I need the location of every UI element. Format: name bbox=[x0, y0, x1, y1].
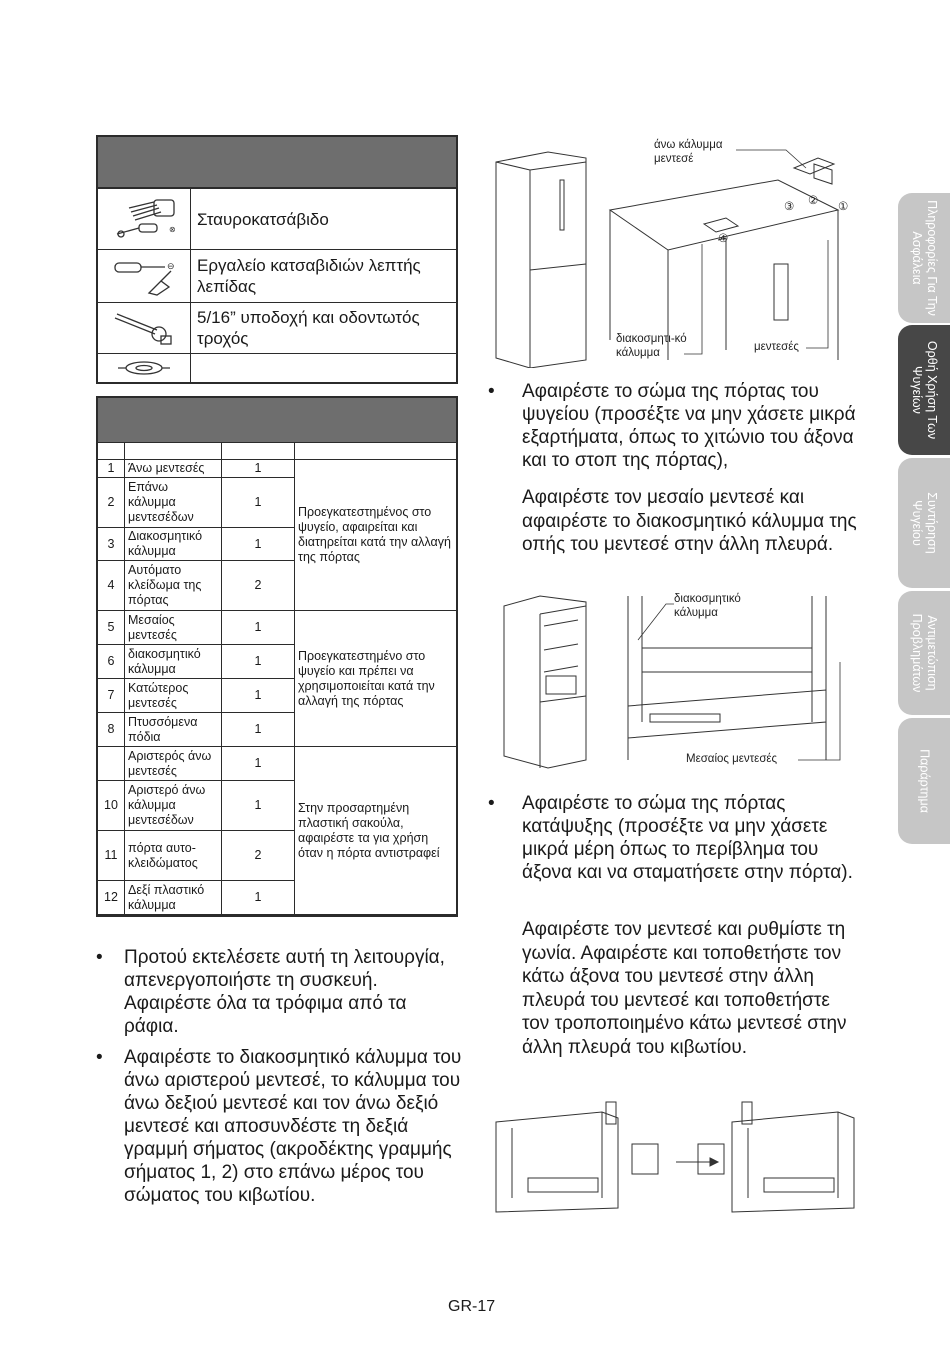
instruction-paragraph: Αφαιρέστε τον μεντεσέ και ρυθμίστε τη γωνία. Αφαιρέστε και τοποθετήστε τον κάτω άξονα του μεντεσέ στην άλλη πλευρά του μεντεσέ και τοποθετήστε τον τροποποιημένο κάτω μεντεσέ στην άλλη πλευρά του κιβωτίου. bbox=[522, 919, 847, 1058]
marker-4: ④ bbox=[718, 233, 729, 245]
bullet-mark: • bbox=[488, 793, 495, 814]
part-number: 2 bbox=[98, 478, 125, 528]
part-name: Μεσαίος μεντεσές bbox=[125, 611, 222, 645]
bullet-text: Αφαιρέστε το διακοσμητικό κάλυμμα του άνω αριστερού μεντεσέ, το κάλυμμα του άνω δεξιού μεντεσέ και τον άνω δεξιό μεντεσέ και αποσυνδέστε τη δεξιά γραμμή σήματος (ακροδέκτης γραμμής σήματος 1, 2) στο επάνω μέρος του σώματος του κιβωτίου. bbox=[124, 1047, 462, 1206]
part-number: 10 bbox=[98, 781, 125, 831]
part-number: 1 bbox=[98, 460, 125, 478]
tool-row bbox=[98, 354, 456, 382]
part-number: 11 bbox=[98, 831, 125, 881]
part-qty: 2 bbox=[222, 831, 295, 881]
part-number: 3 bbox=[98, 528, 125, 561]
part-note: Προεγκατεστημένος στο ψυγείο, αφαιρείται και διατηρείται κατά την αλλαγή της πόρτας bbox=[295, 460, 457, 611]
caption-middle-hinge: Μεσαίος μεντεσές bbox=[686, 753, 778, 765]
marker-1: ① bbox=[838, 201, 849, 213]
part-name: Δεξί πλαστικό κάλυμμα bbox=[125, 881, 222, 915]
part-qty: 1 bbox=[222, 460, 295, 478]
tab-label: Παράρτημα bbox=[917, 749, 932, 813]
tool-row bbox=[98, 250, 456, 303]
tool-row bbox=[98, 303, 456, 354]
bullet-item bbox=[96, 1046, 466, 1207]
tab-proper-use[interactable] bbox=[898, 325, 950, 455]
parts-header-row bbox=[98, 443, 456, 460]
instruction-paragraph: Αφαιρέστε τον μεσαίο μεντεσέ και αφαιρέστε το διακοσμητικό κάλυμμα της οπής του μεντεσέ στην άλλη πλευρά. bbox=[522, 487, 857, 555]
tool-label bbox=[191, 354, 456, 382]
tool-row bbox=[98, 189, 456, 250]
part-qty: 1 bbox=[222, 611, 295, 645]
bullet-mark: • bbox=[96, 947, 103, 968]
table-row bbox=[98, 611, 456, 645]
part-qty: 1 bbox=[222, 781, 295, 831]
figure-top-hinge-removal bbox=[488, 140, 860, 368]
table-row bbox=[98, 747, 456, 781]
part-number: 8 bbox=[98, 713, 125, 747]
socket-wrench-icon bbox=[98, 303, 191, 353]
bullet-item bbox=[96, 946, 466, 1038]
marker-3: ③ bbox=[784, 201, 795, 213]
part-number: 4 bbox=[98, 561, 125, 611]
part-name: Κατώτερος μεντεσές bbox=[125, 679, 222, 713]
part-name: Αριστερό άνω κάλυμμα μεντεσέδων bbox=[125, 781, 222, 831]
tool-label: Σταυροκατσάβιδο bbox=[197, 209, 329, 229]
tab-label: Ορθή Χρήση Των Ψυγείων bbox=[910, 340, 939, 440]
part-number bbox=[98, 747, 125, 781]
tab-label: Συντήρηση Ψυγείου bbox=[910, 492, 939, 554]
tab-appendix[interactable] bbox=[898, 718, 950, 844]
tool-label: Εργαλείο κατσαβιδιών λεπτής λεπίδας bbox=[197, 256, 421, 296]
svg-text:⊖: ⊖ bbox=[167, 261, 175, 271]
part-name: διακοσμητικό κάλυμμα bbox=[125, 645, 222, 679]
tab-troubleshooting[interactable] bbox=[898, 591, 950, 715]
bullet-mark: • bbox=[96, 1047, 103, 1068]
screwdriver-set-icon bbox=[98, 189, 191, 249]
bullet-mark: • bbox=[488, 381, 495, 402]
part-name: Επάνω κάλυμμα μεντεσέδων bbox=[125, 478, 222, 528]
caption-deco-cover: διακοσμητι-κό κάλυμμα bbox=[616, 333, 687, 359]
bullet-text: Προτού εκτελέσετε αυτή τη λειτουργία, απενεργοποιήστε τη συσκευή. Αφαιρέστε όλα τα τρόφιμα από τα ράφια. bbox=[124, 947, 445, 1037]
parts-table-header bbox=[98, 398, 456, 443]
part-qty: 1 bbox=[222, 478, 295, 528]
caption-top-cover: άνω κάλυμμα μεντεσέ bbox=[654, 139, 723, 165]
part-number: 6 bbox=[98, 645, 125, 679]
part-qty: 1 bbox=[222, 881, 295, 915]
part-name: πόρτα αυτο-κλειδώματος bbox=[125, 831, 222, 881]
part-name: Διακοσμητικό κάλυμμα bbox=[125, 528, 222, 561]
table-row bbox=[98, 460, 456, 478]
caption-hinges: μεντεσές bbox=[754, 341, 799, 353]
page-number: GR-17 bbox=[448, 1298, 496, 1315]
part-qty: 1 bbox=[222, 679, 295, 713]
part-qty: 1 bbox=[222, 645, 295, 679]
bullet-item bbox=[488, 792, 858, 884]
tab-maintenance[interactable] bbox=[898, 458, 950, 588]
part-note: Στην προσαρτημένη πλαστική σακούλα, αφαιρέστε τα για χρήση όταν η πόρτα αντιστραφεί bbox=[295, 747, 457, 915]
bullet-item bbox=[488, 380, 858, 472]
tab-label: Πληροφορίες Για Την Ασφάλεια bbox=[910, 200, 939, 316]
marker-2: ② bbox=[808, 195, 819, 207]
part-name: Αυτόματο κλείδωμα της πόρτας bbox=[125, 561, 222, 611]
tape-icon bbox=[98, 354, 191, 382]
part-number: 5 bbox=[98, 611, 125, 645]
figure-middle-hinge bbox=[500, 592, 858, 770]
bullet-text: Αφαιρέστε το σώμα της πόρτας του ψυγείου (προσέξτε να μην χάσετε μικρά εξαρτήματα, όπως το χιτώνιο του άξονα και το στοπ της πόρτας), bbox=[522, 381, 856, 471]
part-qty: 1 bbox=[222, 713, 295, 747]
flat-screwdriver-icon bbox=[98, 250, 191, 302]
part-name: Πτυσσόμενα πόδια bbox=[125, 713, 222, 747]
part-qty: 2 bbox=[222, 561, 295, 611]
part-qty: 1 bbox=[222, 528, 295, 561]
bullet-text: Αφαιρέστε το σώμα της πόρτας κατάψυξης (προσέξτε να μην χάσετε μικρά μέρη όπως το περίβλημα του άξονα και να σταματήσετε στην πόρτα). bbox=[522, 793, 853, 883]
figure-bottom-hinge bbox=[492, 1098, 856, 1216]
part-number: 12 bbox=[98, 881, 125, 915]
part-note: Προεγκατεστημένο στο ψυγείο και πρέπει να χρησιμοποιείται κατά την αλλαγή της πόρτας bbox=[295, 611, 457, 747]
tab-label: Αντιμετώπιση Προβλημάτων bbox=[910, 613, 939, 693]
part-name: Άνω μεντεσές bbox=[125, 460, 222, 478]
part-number: 7 bbox=[98, 679, 125, 713]
part-name: Αριστερός άνω μεντεσές bbox=[125, 747, 222, 781]
tools-table bbox=[96, 135, 458, 384]
part-qty: 1 bbox=[222, 747, 295, 781]
caption-deco-cover-2: διακοσμητικό κάλυμμα bbox=[674, 593, 741, 619]
tools-table-header bbox=[98, 137, 456, 189]
tool-label: 5/16” υποδοχή και οδοντωτός τροχός bbox=[197, 308, 420, 348]
parts-table bbox=[96, 396, 458, 917]
svg-text:⊗: ⊗ bbox=[169, 225, 176, 234]
tab-safety-info[interactable] bbox=[898, 193, 950, 323]
